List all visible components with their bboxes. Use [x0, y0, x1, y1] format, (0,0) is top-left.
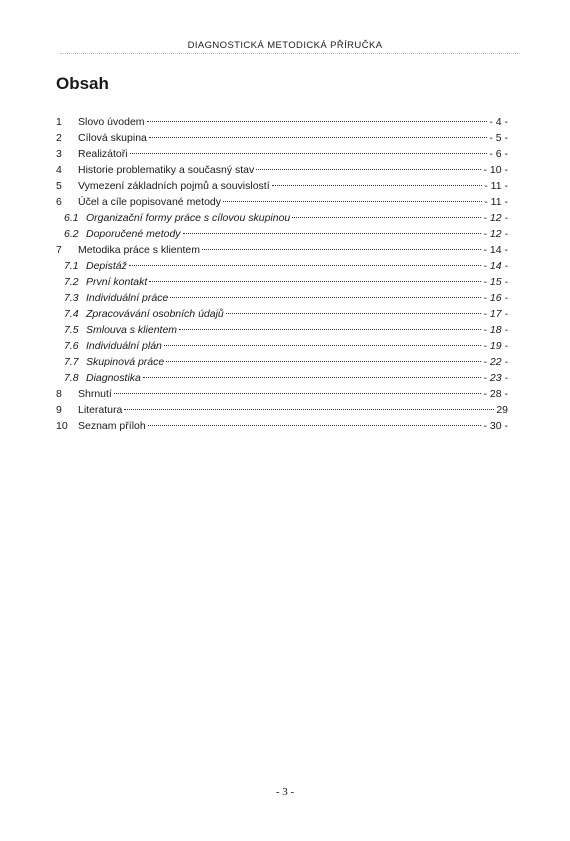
toc-entry-label: První kontakt [86, 276, 148, 288]
toc-dot-leader [166, 361, 481, 362]
toc-entry-label: Historie problematiky a současný stav [78, 164, 255, 176]
toc-entry[interactable] [56, 354, 508, 370]
toc-entry-label: Diagnostika [86, 372, 141, 384]
toc-entry-label: Metodika práce s klientem [78, 244, 200, 256]
toc-entry-page: - 11 - [484, 180, 508, 192]
toc-entry[interactable] [56, 226, 508, 242]
toc-dot-leader [124, 409, 494, 410]
toc-entry-label: Depistáž [86, 260, 127, 272]
toc-dot-leader [149, 281, 481, 282]
toc-entry-number: 6.1 [64, 212, 79, 224]
toc-entry-label: Realizátoři [78, 148, 128, 160]
toc-dot-leader [223, 201, 482, 202]
toc-entry-page: - 14 - [483, 260, 508, 272]
toc-entry-page: - 10 - [483, 164, 508, 176]
toc-entry-number: 6 [56, 196, 62, 208]
toc-entry-number: 8 [56, 388, 62, 400]
toc-dot-leader [143, 377, 482, 378]
toc-dot-leader [149, 137, 487, 138]
toc-entry[interactable] [56, 402, 508, 418]
toc-entry-page: - 22 - [483, 356, 508, 368]
toc-entry-number: 7.4 [64, 308, 79, 320]
toc-dot-leader [114, 393, 482, 394]
toc-entry[interactable] [56, 338, 508, 354]
toc-entry-number: 6.2 [64, 228, 79, 240]
toc-entry-number: 7.3 [64, 292, 79, 304]
toc-entry-number: 7.1 [64, 260, 79, 272]
toc-entry-label: Seznam příloh [78, 420, 146, 432]
toc-dot-leader [130, 153, 488, 154]
toc-entry-label: Literatura [78, 404, 123, 416]
toc-entry-page: - 12 - [483, 212, 508, 224]
toc-entry-page: - 12 - [483, 228, 508, 240]
toc-entry[interactable] [56, 178, 508, 194]
toc-entry-number: 7.2 [64, 276, 79, 288]
toc-entry[interactable] [56, 146, 508, 162]
toc-entry-label: Vymezení základních pojmů a souvislostí [78, 180, 270, 192]
toc-entry-page: - 19 - [483, 340, 508, 352]
toc-entry-page: - 5 - [489, 132, 508, 144]
toc-dot-leader [147, 121, 488, 122]
toc-entry-page: - 18 - [483, 324, 508, 336]
toc-entry[interactable] [56, 418, 508, 434]
toc-entry-label: Účel a cíle popisované metody [78, 196, 221, 208]
toc-dot-leader [202, 249, 482, 250]
toc-entry[interactable] [56, 258, 508, 274]
toc-entry-page: - 30 - [483, 420, 508, 432]
toc-entry[interactable] [56, 130, 508, 146]
header-rule [60, 53, 520, 54]
toc-title: Obsah [56, 74, 109, 93]
toc-entry-number: 3 [56, 148, 62, 160]
running-header: DIAGNOSTICKÁ METODICKÁ PŘÍRUČKA [187, 40, 383, 51]
toc-entry-number: 9 [56, 404, 62, 416]
toc-entry-label: Organizační formy práce s cílovou skupinou [86, 212, 291, 224]
toc-entry-number: 10 [56, 420, 68, 432]
toc-entry-label: Individuální práce [86, 292, 169, 304]
toc-entry-number: 4 [56, 164, 62, 176]
toc-entry-page: - 28 - [483, 388, 508, 400]
toc-entry[interactable] [56, 322, 508, 338]
toc-entry-label: Zpracovávání osobních údajů [86, 308, 224, 320]
toc-entry[interactable] [56, 386, 508, 402]
toc-dot-leader [256, 169, 481, 170]
toc-entry[interactable] [56, 242, 508, 258]
toc-entry[interactable] [56, 162, 508, 178]
toc-entry-page: - 14 - [483, 244, 508, 256]
toc-entry-number: 7.5 [64, 324, 79, 336]
toc-entry-label: Skupinová práce [86, 356, 165, 368]
toc-dot-leader [272, 185, 483, 186]
toc-entry-page: - 16 - [483, 292, 508, 304]
toc-dot-leader [164, 345, 482, 346]
toc-entry-page: - 17 - [483, 308, 508, 320]
toc-dot-leader [148, 425, 482, 426]
toc-dot-leader [183, 233, 482, 234]
toc-dot-leader [292, 217, 481, 218]
toc-dot-leader [129, 265, 482, 266]
toc-entry-label: Slovo úvodem [78, 116, 145, 128]
toc-entry[interactable] [56, 290, 508, 306]
table-of-contents [56, 114, 508, 434]
toc-entry-number: 5 [56, 180, 62, 192]
toc-entry-number: 7 [56, 244, 62, 256]
toc-entry[interactable] [56, 306, 508, 322]
toc-entry-number: 7.6 [64, 340, 79, 352]
toc-entry[interactable] [56, 370, 508, 386]
toc-entry[interactable] [56, 210, 508, 226]
toc-dot-leader [179, 329, 481, 330]
toc-entry-label: Cílová skupina [78, 132, 147, 144]
toc-entry-label: Doporučené metody [86, 228, 181, 240]
toc-dot-leader [170, 297, 481, 298]
toc-entry-number: 2 [56, 132, 62, 144]
toc-entry-page: - 4 - [489, 116, 508, 128]
toc-entry-number: 7.7 [64, 356, 79, 368]
toc-dot-leader [226, 313, 482, 314]
toc-entry-label: Individuální plán [86, 340, 162, 352]
toc-entry-page: - 23 - [483, 372, 508, 384]
toc-entry-label: Shrnutí [78, 388, 112, 400]
toc-entry-page: 29 [496, 404, 508, 416]
page-number: - 3 - [275, 786, 295, 798]
toc-entry-label: Smlouva s klientem [86, 324, 178, 336]
toc-entry[interactable] [56, 274, 508, 290]
toc-entry[interactable] [56, 114, 508, 130]
toc-entry-page: - 15 - [483, 276, 508, 288]
toc-entry-number: 7.8 [64, 372, 79, 384]
toc-entry-page: - 11 - [484, 196, 508, 208]
toc-entry[interactable] [56, 194, 508, 210]
toc-entry-page: - 6 - [489, 148, 508, 160]
toc-entry-number: 1 [56, 116, 62, 128]
